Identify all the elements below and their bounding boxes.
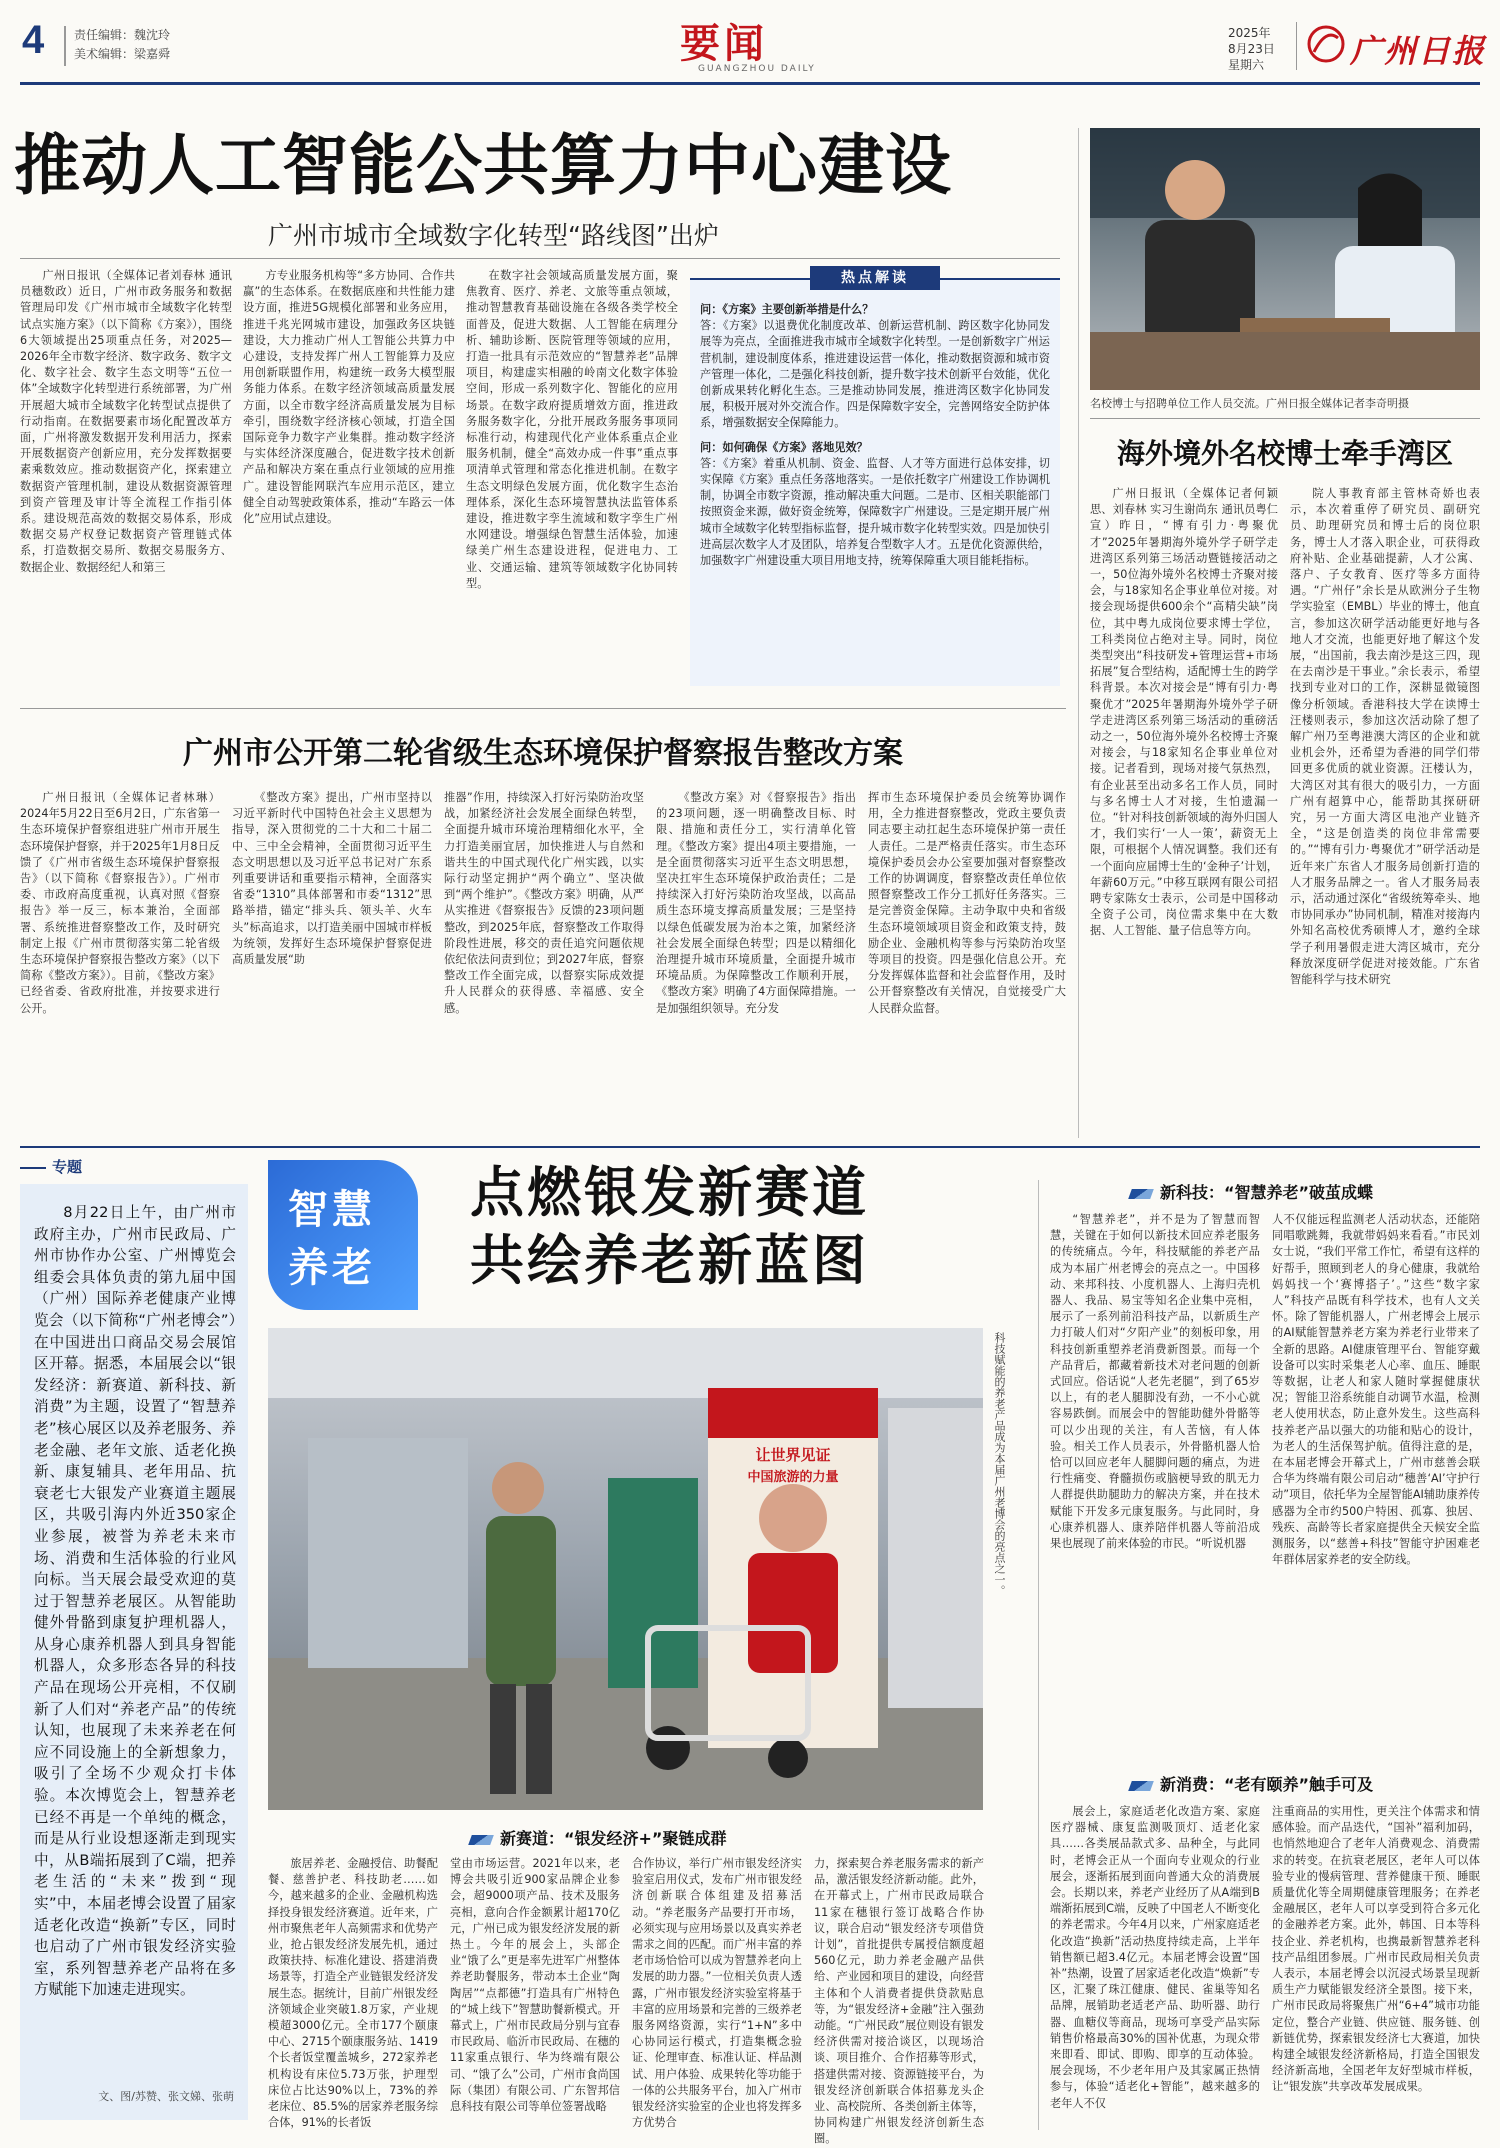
issue-date-day: 8月23日 [1228,42,1275,56]
newspaper-brand: 广州日报 [1350,32,1487,70]
sub1-title-text: 新赛道：“银发经济+”聚链成群 [500,1829,727,1848]
article1-headline: 推动人工智能公共算力中心建设 [14,126,952,204]
feature-title-line1: 点燃银发新赛道 [470,1160,869,1224]
art-editor-line: 美术编辑：梁嘉舜 [74,47,171,61]
feature-section-label [20,1156,82,1177]
sub1-col2: 堂由市场运营。2021年以来，老博会共吸引近900家品牌企业参会，超9000项产品、技术及服务亮相，意向合作金额累计超170亿元，广州已成为银发经济发展的新热土。今年的展会上，头部企业“饿了么”更是率先进军广州整体养老助餐服务，带动本土企业“陶陶居”“点都德”打造具有广州特色的“城上线下”智慧助餐新模式。开幕式上，广州市民政局分别与宜春市民政局、临沂市民政局、在穗的11家重点银行、华为终端有限公司、“饿了么”公司，广州市食尚国际（集团）有限公司、广东智邦信息科技有限公司等单位签署战略 [450,1857,620,2114]
sub1-title [470,1826,726,1849]
sub3-col2: 注重商品的实用性，更关注个体需求和情感体验。而产品迭代，“国补”福利加码，也悄然地迎合了老年人消费观念、消费需求的转变。在抗衰老展区，老年人可以体验专业的慢病管理、营养健康干预、睡眠质量优化等全周期健康管理服务；在养老金融展区，老年人可以享受到符合多元化的金融养老方案。此外，韩国、日本等科技企业、养老机构，也携最新智慧养老科技产品组团参展。广州市民政局相关负责人表示，本届老博会以沉浸式场景呈现新质生产力赋能银发经济全景图。接下来，广州市民政局将聚焦广州“6+4”城市功能定位，整合产业链、供应链、服务链、创新链优势，探索银发经济七大赛道，加快构建全域银发经济新格局，打造全国银发经济新高地，全国老年友好型城市样板，让“银发族”共享改革发展成果。 [1272,1805,1480,2094]
article3-headline: 广州市公开第二轮省级生态环境保护督察报告整改方案 [183,736,903,771]
article1-subhead: 广州市城市全域数字化转型“路线图”出炉 [268,221,719,250]
article3-col2: 《整改方案》提出，广州市坚持以习近平新时代中国特色社会主义思想为指导，深入贯彻党的二十大和二十届二中、三中全会精神，全面贯彻习近平生态文明思想以及习近平总书记对广东系列重要讲话和重要指示精神，全面落实省委“1310”具体部署和市委“1312”思路举措，锚定“排头兵、领头羊、火车头”标高追求，以打造美丽中国城市样板为统领，发挥好生态环境保护督察促进高质量发展“助 [232,791,432,967]
recruitment-photo-caption: 名校博士与招聘单位工作人员交流。广州日报全媒体记者李奇明摄 [1090,397,1409,410]
recruitment-photo [1090,128,1480,390]
section-title-en: GUANGZHOU DAILY [698,64,816,74]
sub3-title-text: 新消费：“老有颐养”触手可及 [1160,1775,1374,1794]
article3-col1: 广州日报讯（全媒体记者林琳）2024年5月22日至6月2日，广东省第一生态环境保护督察组进驻广州市开展生态环境保护督察，并于2025年1月8日反馈了《广州市省级生态环境保护督察报告》（以下简称《督察报告》）。广州市委、市政府高度重视，认真对照《督察报告》举一反三，标本兼治，全面部署、系统推进督察整改工作，及时研究制定上报《广州市贯彻落实第二轮省级生态环境保护督察报告整改方案》（以下简称《整改方案》）。目前，《整改方案》已经省委、省政府批准，并按要求进行公开。 [20,791,220,1015]
article2-col1: 广州日报讯（全媒体记者何颖思、刘春林 实习生谢尚东 通讯员粤仁宣）昨日，“博有引力·粤聚优才”2025年暑期海外境外学子研学走进湾区系列第三场活动暨链接活动之一，50位海外境外名校博士齐聚对接会，与18家知名企事业单位对接。对接会现场提供600余个“高精尖缺”岗位，其中粤九成岗位要求博士学位，工科类岗位占绝对主导。同时，岗位类型突出“科技研发+管理运营+市场拓展”复合型结构，适配博士生的跨学科背景。本次对接会是“博有引力·粤聚优才”2025年暑期海外境外学子研学走进湾区系列第三场活动的重磅活动之一，50位海外境外名校博士齐聚对接会，与18家知名企事业单位对接。记者看到，现场对接气氛热烈，有企业甚至出动多名工作人员，同时与多名博士人才对接，生怕遗漏一位。“针对科技创新领域的海外归国人才，我们实行‘一人一策’，薪资无上限，可根据个人情况调整。我们还有一个面向应届博士生的‘金种子’计划，年薪60万元。”中移互联网有限公司招聘专家陈女士表示，公司是中国移动全资子公司，岗位需求集中在大数据、人工智能、量子信息等方向。 [1090,487,1278,938]
article3-col3: 推器”作用，持续深入打好污染防治攻坚战，加紧经济社会发展全面绿色转型，全面提升城市环境治理精细化水平，全力打造美丽宜居，加快推进人与自然和谐共生的中国式现代化广州实践，以实际行动坚定拥护“两个确立”、坚决做到“两个维护”。《整改方案》明确，从严从实推进《督察报告》反馈的23项问题整改，到2025年底，督察整改工作取得阶段性进展，移交的责任追究问题依规依纪依法问责到位；到2027年底，督察整改工作全面完成，以督察实际成效提升人民群众的获得感、幸福感、安全感。 [444,791,644,1015]
hot-topic-box [690,270,1060,686]
editor-line: 责任编辑：魏沈玲 [74,28,171,42]
article1-col2: 方专业服务机构等“多方协同、合作共赢”的生态体系。在数据底座和共性能力建设方面，推进5G规模化部署和业务应用，推进千兆光网城市建设，加强政务区块链建设，大力推动广州人工智能公共算力中心建设，支持发挥广州人工智能算力及应用创新联盟作用，构建统一政务大模型服务能力体系。在数字经济领域高质量发展方面，以全市数字经济高质量发展为目标牵引，围绕数字经济核心领域，打造全国国际竞争力数字产业集群。推动数字经济与实体经济深度融合，促进数字技术创新产品和解决方案在重点行业领域的应用推广。建设智能网联汽车应用示范区，建立健全自动驾驶政策体系，推动“车路云一体化”应用试点建设。 [243,269,455,526]
hot-a1: 答：《方案》以退费优化制度改革、创新运营机制、跨区数字化协同发展等为亮点，全面推进我市城市全域数字化转型。一是创新数字广州运营机制，建设制度体系，推进建设运营一体化，推动数据资源和城市资产管理一体化，二是强化科技创新，提升数字技术创新平台效能，优化创新成果转化孵化生态。三是推动协同发展，推进湾区数字化协同发展，积极开展对外交流合作。四是保障数字安全，完善网络安全防护体系，增强数据安全保障能力。 [700,319,1050,430]
expo-photo-caption: 科技赋能的养老产品成为本届广州老博会的亮点之一。 [993,1332,1006,1596]
newspaper-logo-icon [1306,24,1346,64]
feature-title-line2: 共绘养老新蓝图 [470,1228,869,1292]
feature-badge [268,1160,418,1310]
sub3-col1: 展会上，家庭适老化改造方案、家庭医疗器械、康复监测吸顶灯、适老化家具……各类展品款式多、品种全，与此同时，老博会正从一个面向专业观众的行业展会，逐渐拓展到面向普通大众的消费展会。长期以来，养老产业经历了从A端到B端渐拓展到C端，反映了中国老人不断变化的养老需求。今年4月以来，广州家庭适老化改造“换新”活动热度持续走高，上半年销售额已超3.4亿元。本届老博会设置“国补”热潮，设置了居家适老化改造“焕新”专区，汇聚了珠江健康、健民、雀巢等知名品牌，展销助老适老产品、助听器、助行器、血糖仪等商品，现场可享受产品实际销售价格最高30%的国补优惠，为现众带来即看、即试、即购、即享的互动体验。展会现场，不少老年用户及其家属正热情参与，体验“适老化+智能”，越来越多的老年人不仅 [1050,1805,1260,2110]
section-title: 要闻 [680,20,768,67]
sub2-col2: 人不仅能远程监测老人活动状态，还能陪同唱歌跳舞，我就带妈妈来看看。”市民刘女士说，“我们平常工作忙，希望有这样的好帮手，照顾到老人的身心健康，我就给妈妈找一个‘赛博搭子’。”这些“数字家人”科技产品既有科学技术，也有人文关怀。除了智能机器人，广州老博会上展示的AI赋能智慧养老方案为养老行业带来了全新的思路。AI健康管理平台、智能穿戴设备可以实时采集老人心率、血压、睡眠等数据，让老人和家人随时掌握健康状况；智能卫浴系统能自动调节水温，检测老人使用状态，防止意外发生。这些高科技养老产品以强大的功能和贴心的设计，为老人的生活保驾护航。值得注意的是，在本届老博会开幕式上，广州市慈善会联合华为终端有限公司启动“穗善‘AI’守护行动”项目，依托华为全屋智能AI辅助康养传感器为全市约500户特困、孤寡、独居、残疾、高龄等长者家庭提供全天候安全监测服务，以“慈善+科技”智能守护困难老年群体居家养老的安全防线。 [1272,1213,1480,1567]
issue-date-year: 2025年 [1228,26,1271,40]
feature-byline: 文、图/苏赞、张文娣、张萌 [98,2090,234,2103]
sub2-mark-icon [1128,1189,1154,1199]
expo-photo [268,1328,983,1810]
hot-a2: 答：《方案》着重从机制、资金、监督、人才等方面进行总体安排，切实保障《方案》重点任务落地落实。一是依托数字广州建设工作协调机制，协调全市数字资源，推动解决重大问题。二是市、区相关职能部门按照资金来源，做好资金统筹，保障数字广州建设。三是定期开展广州城市全域数字化转型指标监督，提升城市数字化转型实效。四是加快引进高层次数字人才及团队，培养复合型数字人才。五是优化资源供给，加强数字广州建设重大项目用地支持，统筹保障重大项目能耗指标。 [700,456,1050,568]
feature-section-text: 专题 [52,1158,83,1176]
sub1-col3: 合作协议，举行广州市银发经济实验室启用仪式，发布广州市银发经济创新联合体组建及招募活动。“养老服务产品要打开市场，必须实现与应用场景以及真实养老需求之间的匹配。而广州丰富的养老市场恰恰可以成为智慧养老向上发展的助力器。”一位相关负责人透露，广州市银发经济实验室将基于丰富的应用场景和完善的三级养老服务网络资源，实行“1+N”多中心协同运行模式，打造集概念验证、伦理审查、标准认证、样品测试、用户体验、成果转化等功能于一体的公共服务平台，加入广州市银发经济实验室的企业也将发挥多方优势合 [632,1857,802,2130]
sub1-col4: 力，探索契合养老服务需求的新产品，激活银发经济新动能。此外，在开幕式上，广州市民政局联合11家在穗银行签订战略合作协议，联合启动“银发经济专项借贷计划”，首批提供专属授信额度超560亿元，助力养老金融产品供给、产业园和项目的建设，向经营主体和个人消费者提供贷款贴息等，为“银发经济+金融”注入强劲动能。“广州民政”展位则设有银发经济供需对接洽谈区，以现场洽谈、项目推介、合作招募等形式，搭建供需对接、资源链接平台，为银发经济创新联合体招募龙头企业、高校院所、各类创新主体等，协同构建广州银发经济创新生态圈。 [814,1857,984,2146]
issue-weekday: 星期六 [1228,58,1265,72]
article1-col1: 广州日报讯（全媒体记者刘春林 通讯员穗数政）近日，广州市政务服务和数据管理局印发《广州市城市全域数字化转型试点实施方案》（以下简称《方案》），围绕6大领域提出25项重点任务，对2025—2026年全市数字经济、数字政务、数字文化、数字社会、数字生态文明等“五位一体”全域数字化转型进行系统部署，为广州开展超大城市全域数字化转型试点提供了行动指南。在数据要素市场化配置改革方面，广州将激发数据开发利用活力，探索开展数据资产创新应用，充分发挥数据要素乘数效应。推动数据资产化，探索建立数据资产管理机制，建设从数据资源管理到资产管理及审计等全流程工作指引体系。建设规范高效的数据交易体系，形成数据交易产权登记数据资产管理链式体系，打造数据交易所、数据交易服务方、数据企业、数据经纪人和第三 [20,269,232,574]
hot-q2: 问：如何确保《方案》落地见效？ [700,440,868,454]
hot-q1: 问：《方案》主要创新举措是什么？ [700,303,874,316]
page-number: 4 [22,18,45,62]
sub3-title [1130,1772,1373,1795]
sub1-col1: 旅居养老、金融授信、助餐配餐、慈善护老、科技助老……如今，越来越多的企业、金融机构选择投身银发经济赛道。近年来，广州市聚焦老年人高频需求和优势产业，抢占银发经济发展先机，通过政策扶持、标准化建设、搭建消费场景等，打造全产业链银发经济发展生态。据统计，目前广州银发经济领域企业突破1.8万家，产业规模超3000亿元。全市177个颐康中心、2715个颐康服务站、1419个长者饭堂覆盖城乡，272家养老机构设有床位5.73万张，护理型床位占比达90%以上，73%的养老床位、85.5%的居家养老服务综合体，91%的长者饭 [268,1857,438,2130]
feature-badge-line1: 智慧 [288,1186,376,1233]
sub1-mark-icon [468,1835,494,1845]
feature-intro-text: 8月22日上午，由广州市政府主办，广州市民政局、广州市协作办公室、广州博览会组委会具体负责的第九届中国（广州）国际养老健康产业博览会（以下简称“广州老博会”）在中国进出口商品交易会展馆区开幕。据悉，本届展会以“银发经济：新赛道、新科技、新消费”为主题，设置了“智慧养老”核心展区以及养老服务、养老金融、老年文旅、适老化换新、康复辅具、老年用品、抗衰老七大银发产业赛道主题展区，共吸引海内外近350家企业参展，被誉为养老未来市场、消费和生活体验的行业风向标。当天展会最受欢迎的莫过于智慧养老展区。从智能助健外骨骼到康复护理机器人，从身心康养机器人到具身智能机器人，众多形态各异的科技产品在现场公开亮相，不仅刷新了人们对“养老产品”的传统认知，也展现了未来养老在何应不同设施上的全新想象力，吸引了全场不少观众打卡体验。本次博览会上，智慧养老已经不再是一个单纯的概念，而是从行业设想逐渐走到现实中，从B端拓展到了C端，把养老生活的“未来”拨到“现实”中，本届老博会设置了届家适老化改造“换新”专区，同时也启动了广州市银发经济实验室，系列智慧养老产品将在多方赋能下加速走进现实。 [34,1204,236,1999]
article2-col2: 院人事教育部主管林奇娇也表示，本次着重停了研究员、副研究员、助理研究员和博士后的岗位职务，博士人才落入职企业，可获得政府补贴、企业基础提薪，人才公寓、落户、子女教育、医疗等多方面待遇。“广州仔”余长是从欧洲分子生物学实验室（EMBL）毕业的博士，他直言，参加这次研学活动能更好地与各地人才交流，也能更好地了解这个发展，“出国前，我去南沙是这三四，现在去南沙是干事业。”余长表示，希望找到专业对口的工作，深耕显微镜图像分析领域。香港科技大学在读博士汪楼则表示，参加这次活动除了想了解广州乃至粤港澳大湾区的企业和就业机会外，还希望为香港的同学们带回更多优质的就业资源。汪楼认为，大湾区对其有很大的吸引力，一方面广州有超算中心，能帮助其探研研究，另一方面大湾区电池产业链齐全，“这是创造类的岗位非常需要的。”“博有引力·粤聚优才”研学活动是近年来广东省人才服务局创新打造的人才服务品牌之一。省人才服务局表示，活动通过深化“省级统筹牵头、地市协同承办”协同机制，精准对接海内外知名高校优秀硕博人才，邀约全球学子利用暑假走进大湾区城市，充分释放深度研学促进对接效能。广东省智能科学与技术研究 [1290,487,1480,987]
article3-col4: 《整改方案》对《督察报告》指出的23项问题，逐一明确整改目标、时限、措施和责任分工，实行清单化管理。《整改方案》提出4项主要措施，一是全面贯彻落实习近平生态文明思想，坚决扛牢生态环境保护政治责任；二是持续深入打好污染防治攻坚战，以高品质生态环境支撑高质量发展；三是坚持以绿色低碳发展为治本之策，加紧经济社会发展全面绿色转型；四是以精细化治理提升城市环境质量，全面提升城市环境品质。为保障整改工作顺利开展，《整改方案》明确了4方面保障措施。一是加强组织领导。充分发 [656,791,856,1015]
sub2-col1: “智慧养老”，并不是为了智慧而智慧，关键在于如何以新技术回应养老服务的传统痛点。今年，科技赋能的养老产品成为本届广州老博会的亮点之一。中国移动、来邦科技、小度机器人、上海归壳机器人、我品、易宝等知名企业集中亮相，展示了一系列前沿科技产品，以新质生产力打破人们对“夕阳产业”的刻板印象，用科技创新重塑养老消费新图景。而每一个产品背后，都藏着新技术对老问题的创新式回应。俗话说“人老先老腿”，到了65岁以上，有的老人腿脚没有劲，一不小心就容易跌倒。而展会中的智能助健外骨骼等可以少出现的关注，有人苦恼，有人体验。相关工作人员表示，外骨骼机器人恰恰可以回应老年人腿脚问题的痛点，为进行性痛变、脊髓损伤或脑梗导致的肌无力人群提供助腿助力的解决方案，并在技术赋能下开发多元康复服务。与此同时，身心康养机器人、康养陪伴机器人等前沿成果也展现了前来体验的市民。“听说机器 [1050,1213,1260,1551]
sub2-title [1130,1180,1373,1203]
article2-headline: 海外境外名校博士牵手湾区 [1116,437,1453,470]
expo-sign-line2: 中国旅游的力量 [747,1470,839,1485]
article1-col3: 在数字社会领域高质量发展方面，聚焦教育、医疗、养老、文旅等重点领域，推动智慧教育基础设施在各级各类学校全面普及，促进大数据、人工智能在病理分析、辅助诊断、医院管理等领域的应用，打造一批具有示范效应的“智慧养老”品牌项目，构建虚实相融的岭南文化数字体验空间，形成一系列数字化、智能化的应用场景。在数字政府提质增效方面，推进政务服务数字化，分批开展政务服务事项同标准行动，构建现代化产业体系重点企业服务机制，健全“高效办成一件事”重点事项清单式管理和常态化推进机制。在数字生态文明绿色发展方面，优化数字生态治理体系，深化生态环境智慧执法监管体系建设，推进数字孪生流域和数字孪生广州水网建设。增强绿色智慧生活体验，加速绿美广州生态建设进程，促进电力、工业、交通运输、建筑等领域数字化协同转型。 [466,269,678,590]
sub3-mark-icon [1128,1781,1154,1791]
hot-topic-title: 热点解读 [810,266,940,290]
feature-badge-line2: 养老 [288,1244,376,1291]
sub2-title-text: 新科技：“智慧养老”破茧成蝶 [1160,1183,1374,1202]
expo-sign-line1: 让世界见证 [755,1446,831,1464]
article3-col5: 挥市生态环境保护委员会统筹协调作用，全力推进督察整改，党政主要负责同志要主动扛起生态环境保护第一责任人责任。二是严格责任落实。市生态环境保护委员会办公室要加强对督察整改工作的协调调度，督察整改责任单位依照督察整改工作分工抓好任务落实。三是完善资金保障。主动争取中央和省级生态环境领域项目资金和政策支持，鼓励企业、金融机构等参与污染防治攻坚等项目的投资。四是强化信息公开。充分发挥媒体监督和社会监督作用，及时公开督察整改有关情况，自觉接受广大人民群众监督。 [868,791,1066,1015]
